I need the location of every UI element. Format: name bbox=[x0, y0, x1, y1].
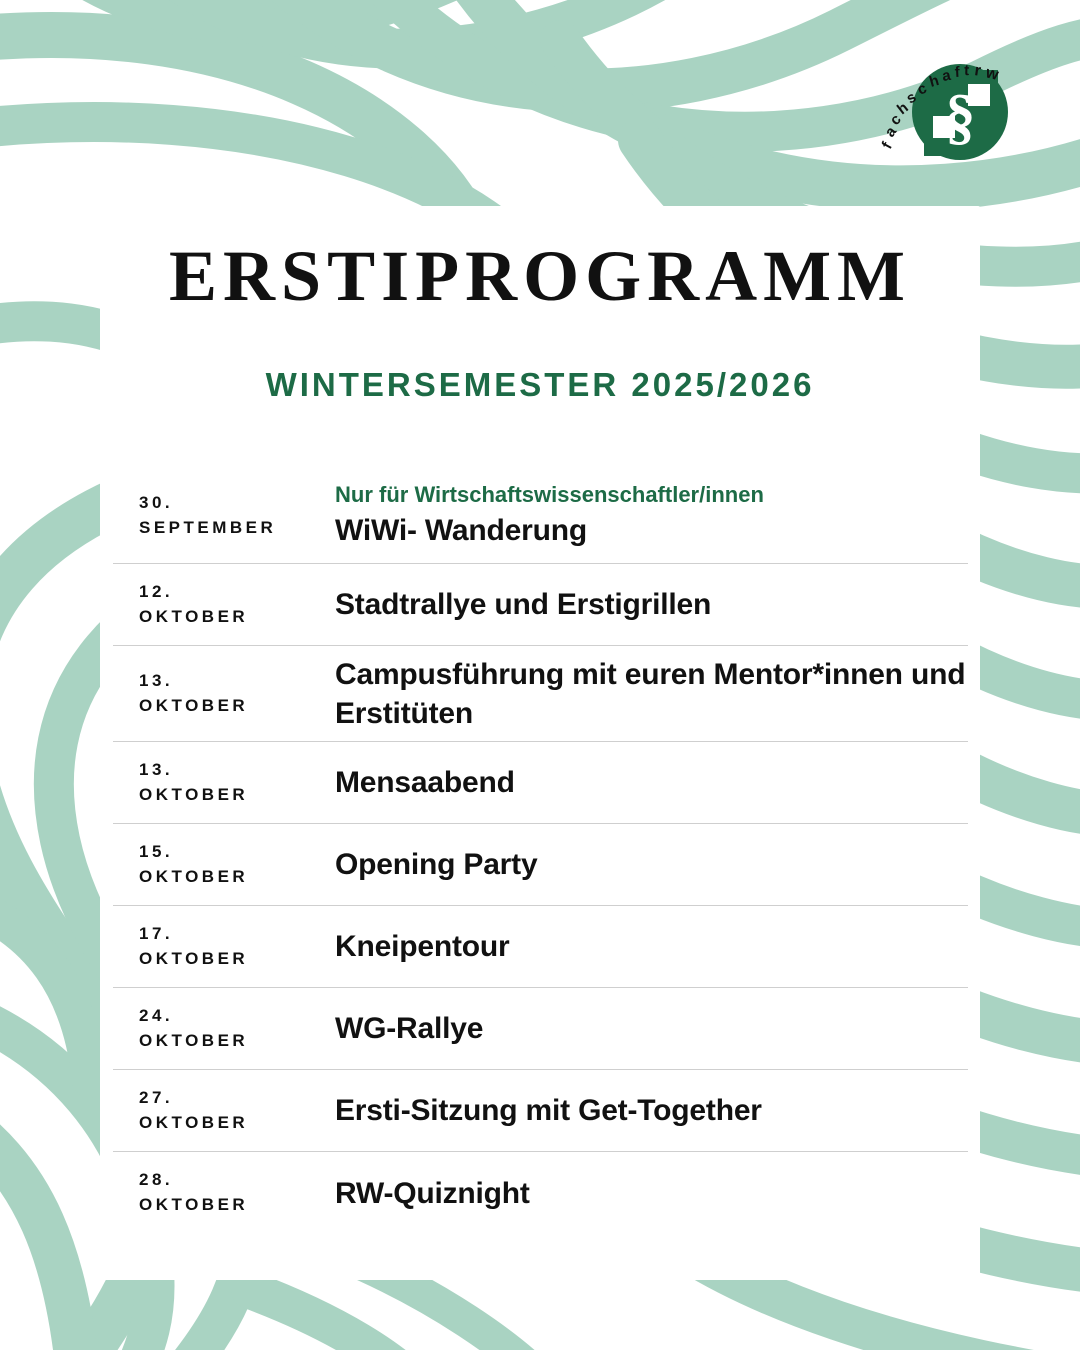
svg-text:c: c bbox=[914, 79, 930, 99]
schedule-date-month: SEPTEMBER bbox=[139, 517, 277, 537]
schedule-date-month: OKTOBER bbox=[139, 695, 249, 715]
schedule-event bbox=[335, 655, 968, 733]
schedule-row bbox=[113, 564, 968, 646]
schedule-date bbox=[113, 491, 335, 540]
schedule-date bbox=[113, 1086, 335, 1135]
schedule-date-day: 24. bbox=[139, 1005, 174, 1025]
schedule-event bbox=[335, 927, 968, 966]
schedule-date-day: 15. bbox=[139, 841, 174, 861]
schedule-event bbox=[335, 1091, 968, 1130]
svg-text:r: r bbox=[973, 62, 982, 80]
svg-text:§: § bbox=[944, 83, 976, 151]
svg-text:w: w bbox=[984, 64, 1001, 84]
schedule-date bbox=[113, 922, 335, 971]
schedule-date bbox=[113, 580, 335, 629]
schedule-row bbox=[113, 1152, 968, 1234]
schedule-list bbox=[113, 468, 968, 1234]
schedule-row bbox=[113, 1070, 968, 1152]
schedule-date-day: 27. bbox=[139, 1087, 174, 1107]
schedule-date-month: OKTOBER bbox=[139, 866, 249, 886]
schedule-date bbox=[113, 1168, 335, 1217]
svg-text:h: h bbox=[893, 99, 912, 119]
schedule-date bbox=[113, 758, 335, 807]
page-title: ERSTIPROGRAMM bbox=[169, 236, 911, 316]
svg-text:f: f bbox=[878, 139, 896, 152]
schedule-event-title: RW-Quiznight bbox=[335, 1176, 530, 1210]
schedule-event bbox=[335, 1174, 968, 1213]
schedule-date-month: OKTOBER bbox=[139, 948, 249, 968]
schedule-event-title: Campusführung mit euren Mentor*innen und Erstitüten bbox=[335, 657, 966, 730]
svg-text:a: a bbox=[881, 123, 901, 141]
schedule-row bbox=[113, 824, 968, 906]
schedule-event bbox=[335, 845, 968, 884]
schedule-date-month: OKTOBER bbox=[139, 1112, 249, 1132]
schedule-event bbox=[335, 763, 968, 802]
schedule-date-day: 13. bbox=[139, 759, 174, 779]
schedule-event-title: Opening Party bbox=[335, 848, 538, 881]
schedule-row bbox=[113, 646, 968, 742]
svg-text:h: h bbox=[927, 71, 941, 91]
schedule-row bbox=[113, 988, 968, 1070]
schedule-event-title: Kneipentour bbox=[335, 930, 510, 963]
svg-text:s: s bbox=[903, 88, 920, 108]
schedule-date-month: OKTOBER bbox=[139, 606, 249, 626]
schedule-row bbox=[113, 742, 968, 824]
schedule-row bbox=[113, 906, 968, 988]
schedule-date bbox=[113, 669, 335, 718]
schedule-event-title: WiWi- Wanderung bbox=[335, 513, 587, 547]
svg-text:a: a bbox=[940, 66, 952, 85]
schedule-event-title: WG-Rallye bbox=[335, 1012, 484, 1045]
schedule-event bbox=[335, 481, 968, 550]
schedule-date-month: OKTOBER bbox=[139, 1030, 249, 1050]
schedule-date-month: OKTOBER bbox=[139, 1195, 249, 1214]
schedule-event bbox=[335, 1009, 968, 1048]
schedule-date-day: 28. bbox=[139, 1170, 174, 1190]
svg-text:t: t bbox=[963, 62, 970, 80]
schedule-date bbox=[113, 1004, 335, 1053]
schedule-date-day: 17. bbox=[139, 923, 174, 943]
page-subtitle: WINTERSEMESTER 2025/2026 bbox=[265, 366, 815, 403]
fachschaft-rw-logo bbox=[878, 40, 1028, 190]
schedule-event bbox=[335, 585, 968, 624]
svg-text:c: c bbox=[886, 110, 905, 129]
schedule-date-day: 13. bbox=[139, 670, 174, 690]
schedule-date-month: OKTOBER bbox=[139, 784, 249, 804]
schedule-row bbox=[113, 468, 968, 564]
svg-text:f: f bbox=[954, 63, 961, 81]
schedule-date-day: 30. bbox=[139, 492, 174, 512]
schedule-date bbox=[113, 840, 335, 889]
schedule-event-title: Ersti-Sitzung mit Get-Together bbox=[335, 1094, 762, 1127]
schedule-event-note: Nur für Wirtschaftswissenschaftler/innen bbox=[335, 482, 764, 508]
schedule-event-title: Mensaabend bbox=[335, 766, 515, 799]
schedule-date-day: 12. bbox=[139, 581, 174, 601]
schedule-event-title: Stadtrallye und Erstigrillen bbox=[335, 588, 712, 621]
